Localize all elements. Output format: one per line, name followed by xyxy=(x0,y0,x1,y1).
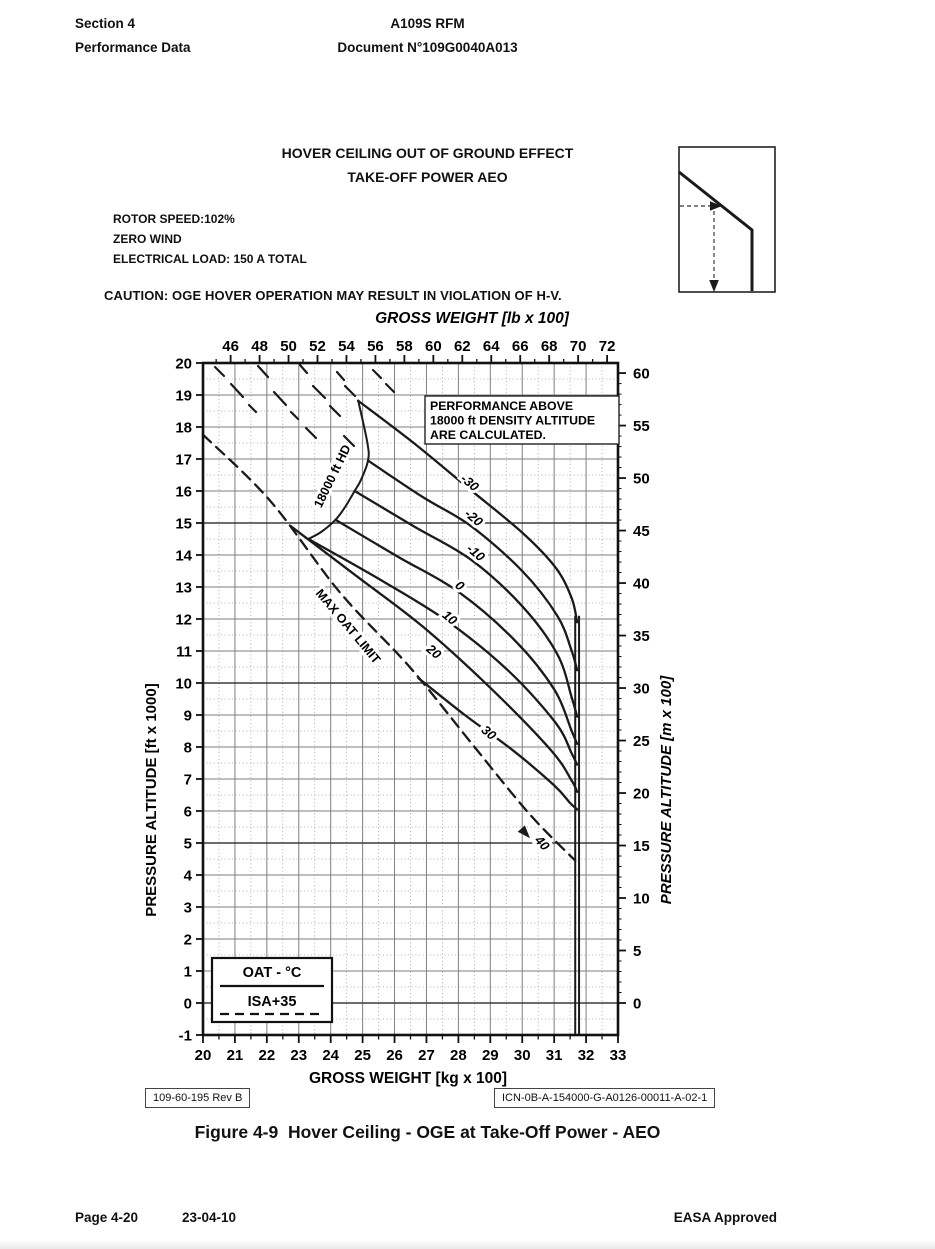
calculated-dash-segment xyxy=(215,367,224,376)
tick-label-top: 72 xyxy=(598,338,616,355)
calculated-dash-segment xyxy=(300,365,307,373)
tick-label-left: -1 xyxy=(178,1027,192,1045)
tick-label-left: 8 xyxy=(183,739,192,757)
calculated-dashed-segments xyxy=(215,365,394,446)
tick-label-top: 70 xyxy=(569,338,587,355)
legend-heading: OAT - °C xyxy=(242,965,302,981)
inset-arrow-down xyxy=(709,280,719,292)
tick-label-bottom: 20 xyxy=(194,1047,212,1064)
tick-label-left: 19 xyxy=(175,387,192,405)
calculated-dash-segment xyxy=(306,428,316,438)
tick-label-left: 20 xyxy=(175,355,192,373)
inset-ceiling-curve xyxy=(679,172,752,291)
tick-label-bottom: 25 xyxy=(354,1047,371,1064)
legend xyxy=(212,958,332,1022)
tick-label-right: 0 xyxy=(633,995,642,1013)
tick-label-bottom: 29 xyxy=(481,1047,499,1064)
tick-label-bottom: 21 xyxy=(226,1047,244,1064)
calculated-dash-segment xyxy=(274,392,286,405)
condition-electrical-load: ELECTRICAL LOAD: 150 A TOTAL xyxy=(113,252,307,266)
tick-label-top: 58 xyxy=(396,338,413,355)
tick-label-right: 20 xyxy=(633,785,650,803)
header-doc-title: A109S RFM xyxy=(390,16,465,31)
tick-label-left: 9 xyxy=(183,707,192,725)
performance-note-line: 18000 ft DENSITY ALTITUDE xyxy=(430,413,596,428)
tick-label-top: 48 xyxy=(251,338,268,355)
axis-title-top: GROSS WEIGHT [lb x 100] xyxy=(375,310,569,327)
footer-date: 23-04-10 xyxy=(182,1210,237,1225)
tick-label-right: 45 xyxy=(633,523,650,541)
calculated-dash-segment xyxy=(373,370,381,378)
curve-label-oat--10: -10 xyxy=(463,540,488,565)
tick-label-right: 30 xyxy=(633,680,650,698)
oat-curve-0 xyxy=(335,520,577,744)
grid xyxy=(203,363,618,1035)
tick-label-top: 68 xyxy=(540,338,558,355)
tick-label-left: 18 xyxy=(175,419,192,437)
header-section: Section 4 xyxy=(75,16,136,31)
tick-label-right: 5 xyxy=(633,943,642,961)
tick-label-left: 13 xyxy=(175,579,192,597)
tick-label-left: 14 xyxy=(175,547,192,565)
tick-label-left: 10 xyxy=(175,675,192,693)
max-oat-arrowhead xyxy=(518,825,534,841)
usage-inset-diagram xyxy=(670,140,790,302)
tick-label-left: 17 xyxy=(175,451,192,469)
scan-edge-artifact xyxy=(0,1240,935,1249)
tick-label-left: 4 xyxy=(183,867,192,885)
line-annotation: 18000 ft HD xyxy=(311,442,354,510)
tick-label-bottom: 22 xyxy=(258,1047,276,1064)
tick-label-bottom: 31 xyxy=(545,1047,563,1064)
icn-box: ICN-0B-A-154000-G-A0126-00011-A-02-1 xyxy=(494,1088,715,1108)
performance-note-line: PERFORMANCE ABOVE xyxy=(430,399,574,413)
tick-label-top: 50 xyxy=(280,338,297,355)
header-section-subtitle: Performance Data xyxy=(75,40,191,55)
tick-label-right: 25 xyxy=(633,733,650,751)
condition-rotor-speed: ROTOR SPEED:102% xyxy=(113,212,235,226)
caution-note: CAUTION: OGE HOVER OPERATION MAY RESULT IN VIOLATION OF H-V. xyxy=(104,288,562,303)
tick-label-top: 46 xyxy=(222,338,239,355)
tick-label-left: 5 xyxy=(183,835,192,853)
curve-label-oat-0: 0 xyxy=(452,577,468,594)
tick-label-top: 56 xyxy=(367,338,384,355)
tick-label-top: 64 xyxy=(482,338,500,355)
calculated-dash-segment xyxy=(344,436,354,446)
tick-label-top: 60 xyxy=(424,338,442,355)
header-doc-number: Document N°109G0040A013 xyxy=(337,40,518,55)
tick-label-top: 66 xyxy=(511,338,529,355)
performance-note-line: ARE CALCULATED. xyxy=(430,428,546,443)
tick-label-right: 35 xyxy=(633,628,650,646)
tick-label-left: 0 xyxy=(183,995,192,1013)
condition-wind: ZERO WIND xyxy=(113,232,182,246)
tick-label-left: 16 xyxy=(175,483,192,501)
tick-label-top: 52 xyxy=(309,338,326,355)
axis-title-right: PRESSURE ALTITUDE [m x 100] xyxy=(658,675,675,905)
curve-label-oat-10: 10 xyxy=(439,607,461,628)
curve-label-oat-40: 40 xyxy=(531,832,553,854)
tick-label-bottom: 30 xyxy=(513,1047,531,1064)
tick-label-bottom: 27 xyxy=(418,1047,435,1064)
curve-label-oat--20: -20 xyxy=(461,505,486,530)
tick-label-right: 15 xyxy=(633,838,650,856)
tick-label-top: 62 xyxy=(453,338,471,355)
curve-label-oat--30: -30 xyxy=(457,470,482,495)
tick-label-right: 55 xyxy=(633,418,650,436)
tick-label-bottom: 28 xyxy=(450,1047,467,1064)
tick-label-left: 11 xyxy=(176,643,192,661)
tick-label-right: 60 xyxy=(633,365,650,383)
curve-label-oat-30: 30 xyxy=(478,722,500,743)
axes-frame xyxy=(196,355,626,1043)
oat-curve-30 xyxy=(418,678,577,809)
tick-label-left: 3 xyxy=(183,899,192,917)
axis-title-bottom: GROSS WEIGHT [kg x 100] xyxy=(308,1070,508,1087)
line-annotation: MAX OAT LIMIT xyxy=(312,586,384,667)
footer-page-number: Page 4-20 xyxy=(75,1210,139,1225)
calculated-dash-segment xyxy=(386,384,394,392)
tick-label-bottom: 32 xyxy=(577,1047,595,1064)
tick-label-left: 12 xyxy=(175,611,192,629)
figure-caption: Figure 4-9 Hover Ceiling - OGE at Take-Off Power - AEO xyxy=(194,1122,661,1142)
tick-label-top: 54 xyxy=(338,338,355,355)
tick-label-left: 15 xyxy=(175,515,192,533)
tick-label-left: 7 xyxy=(183,771,192,789)
tick-label-bottom: 26 xyxy=(386,1047,403,1064)
tick-label-bottom: 23 xyxy=(290,1047,308,1064)
tick-label-left: 6 xyxy=(183,803,192,821)
curve-label-oat-20: 20 xyxy=(423,641,445,662)
tick-label-right: 40 xyxy=(633,575,650,593)
doc-ref-box: 109-60-195 Rev B xyxy=(145,1088,250,1108)
tick-label-bottom: 33 xyxy=(609,1047,627,1064)
inset-border xyxy=(679,147,775,292)
tick-label-left: 1 xyxy=(183,963,192,981)
calculated-dash-segment xyxy=(291,412,298,419)
footer-approval: EASA Approved xyxy=(673,1210,777,1225)
legend-isa35-label: ISA+35 xyxy=(247,994,297,1010)
tick-label-right: 10 xyxy=(633,890,650,908)
tick-label-right: 50 xyxy=(633,470,650,488)
max-oat-limit-line xyxy=(203,435,575,861)
chart-title-line2: TAKE-OFF POWER AEO xyxy=(347,169,508,185)
tick-label-bottom: 24 xyxy=(322,1047,340,1064)
chart-title-line1: HOVER CEILING OUT OF GROUND EFFECT xyxy=(281,145,574,161)
tick-label-left: 2 xyxy=(183,931,192,949)
performance-note xyxy=(425,396,619,444)
calculated-dash-segment xyxy=(330,406,340,416)
axis-title-left: PRESSURE ALTITUDE [ft x 1000] xyxy=(143,683,160,917)
hover-ceiling-chart xyxy=(125,303,705,1093)
